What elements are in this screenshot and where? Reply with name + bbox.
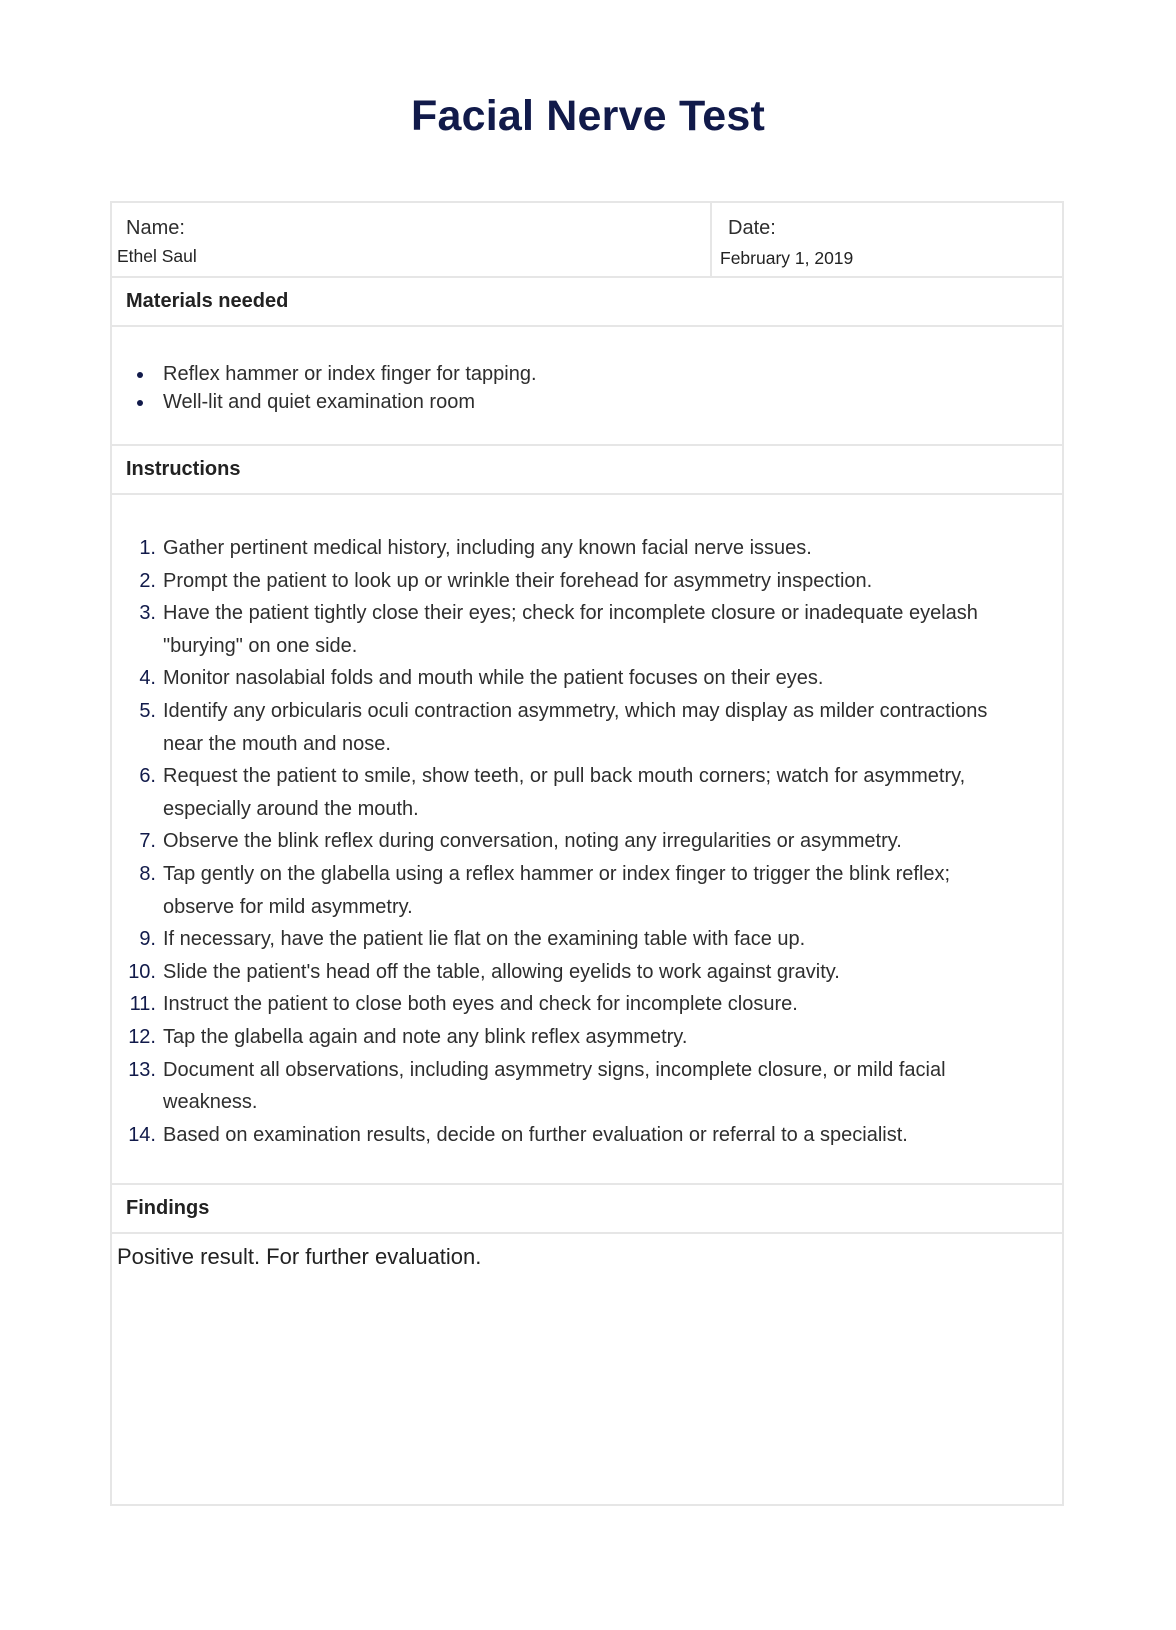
findings-heading: Findings <box>126 1197 210 1219</box>
materials-item <box>112 361 537 389</box>
materials-item-text: Well-lit and quiet examination room <box>163 390 476 413</box>
instruction-text: Based on examination results, decide on further evaluation or referral to a specialist. <box>163 1123 908 1146</box>
instruction-number: 6. <box>139 765 156 788</box>
instruction-number: 8. <box>139 862 156 885</box>
instruction-text: Slide the patient's head off the table, allowing eyelids to work against gravity. <box>163 960 840 983</box>
date-value: February 1, 2019 <box>720 248 854 268</box>
instruction-item <box>112 662 1022 695</box>
findings-content-row <box>112 1234 1062 1504</box>
instruction-item <box>112 858 1022 923</box>
findings-header-row <box>112 1185 1062 1234</box>
materials-content-row <box>112 327 1062 446</box>
name-date-row <box>112 203 1062 278</box>
instruction-number: 13. <box>128 1058 156 1081</box>
instruction-text: Gather pertinent medical history, including any known facial nerve issues. <box>163 537 812 559</box>
instruction-item <box>112 597 1022 662</box>
materials-list <box>112 361 537 416</box>
instruction-text: Document all observations, including asymmetry signs, incomplete closure, or mild facial weakness. <box>163 1058 946 1114</box>
instruction-number: 2. <box>139 569 156 592</box>
instruction-text: Have the patient tightly close their eyes; check for incomplete closure or inadequate eyelash "burying" on one side. <box>163 602 978 657</box>
materials-item-text: Reflex hammer or index finger for tapping. <box>163 363 537 385</box>
instruction-item <box>112 825 1022 858</box>
date-label: Date: <box>728 217 776 239</box>
instruction-number: 5. <box>139 699 156 722</box>
instruction-number: 14. <box>128 1123 156 1146</box>
instruction-text: If necessary, have the patient lie flat on the examining table with face up. <box>163 928 806 951</box>
instruction-item <box>112 956 1022 989</box>
instructions-heading: Instructions <box>126 458 241 480</box>
materials-item <box>112 389 537 417</box>
instruction-item <box>112 1054 1022 1119</box>
instruction-text: Instruct the patient to close both eyes and check for incomplete closure. <box>163 993 798 1016</box>
page-title: Facial Nerve Test <box>411 92 765 140</box>
instruction-text: Tap the glabella again and note any blink reflex asymmetry. <box>163 1025 688 1048</box>
instruction-text: Prompt the patient to look up or wrinkle their forehead for asymmetry inspection. <box>163 569 873 592</box>
bullet-icon <box>137 372 143 378</box>
instruction-text: Identify any orbicularis oculi contraction asymmetry, which may display as milder contractions near the mouth and nose. <box>163 699 988 755</box>
name-label: Name: <box>126 217 185 239</box>
instruction-number: 1. <box>139 537 156 559</box>
name-cell <box>112 203 712 276</box>
instruction-text: Observe the blink reflex during conversation, noting any irregularities or asymmetry. <box>163 830 902 853</box>
instruction-item <box>112 565 1022 598</box>
instructions-header-row <box>112 446 1062 495</box>
name-value: Ethel Saul <box>117 246 197 266</box>
instruction-item <box>112 1021 1022 1054</box>
instruction-number: 11. <box>129 993 156 1016</box>
instruction-item <box>112 988 1022 1021</box>
instruction-number: 10. <box>128 960 156 983</box>
instructions-content-row <box>112 495 1062 1185</box>
instruction-item <box>112 1119 1022 1152</box>
instruction-text: Request the patient to smile, show teeth, or pull back mouth corners; watch for asymmetry, especially around the mouth. <box>163 765 966 820</box>
instruction-item <box>112 695 1022 760</box>
instructions-list <box>112 532 1022 1151</box>
instruction-item <box>112 532 1022 565</box>
instruction-number: 4. <box>139 667 156 690</box>
form-table <box>110 201 1064 1506</box>
instruction-text: Tap gently on the glabella using a reflex hammer or index finger to trigger the blink reflex; observe for mild asymmetry. <box>163 862 951 918</box>
materials-heading: Materials needed <box>126 290 289 312</box>
findings-text: Positive result. For further evaluation. <box>117 1244 482 1269</box>
instruction-text: Monitor nasolabial folds and mouth while the patient focuses on their eyes. <box>163 667 824 690</box>
instruction-number: 9. <box>139 928 156 951</box>
instruction-number: 7. <box>139 830 156 853</box>
instruction-item <box>112 923 1022 956</box>
date-cell <box>712 203 1062 276</box>
instruction-number: 3. <box>139 602 156 625</box>
instruction-item <box>112 760 1022 825</box>
bullet-icon <box>137 400 143 406</box>
materials-header-row <box>112 278 1062 327</box>
instruction-number: 12. <box>128 1025 156 1048</box>
